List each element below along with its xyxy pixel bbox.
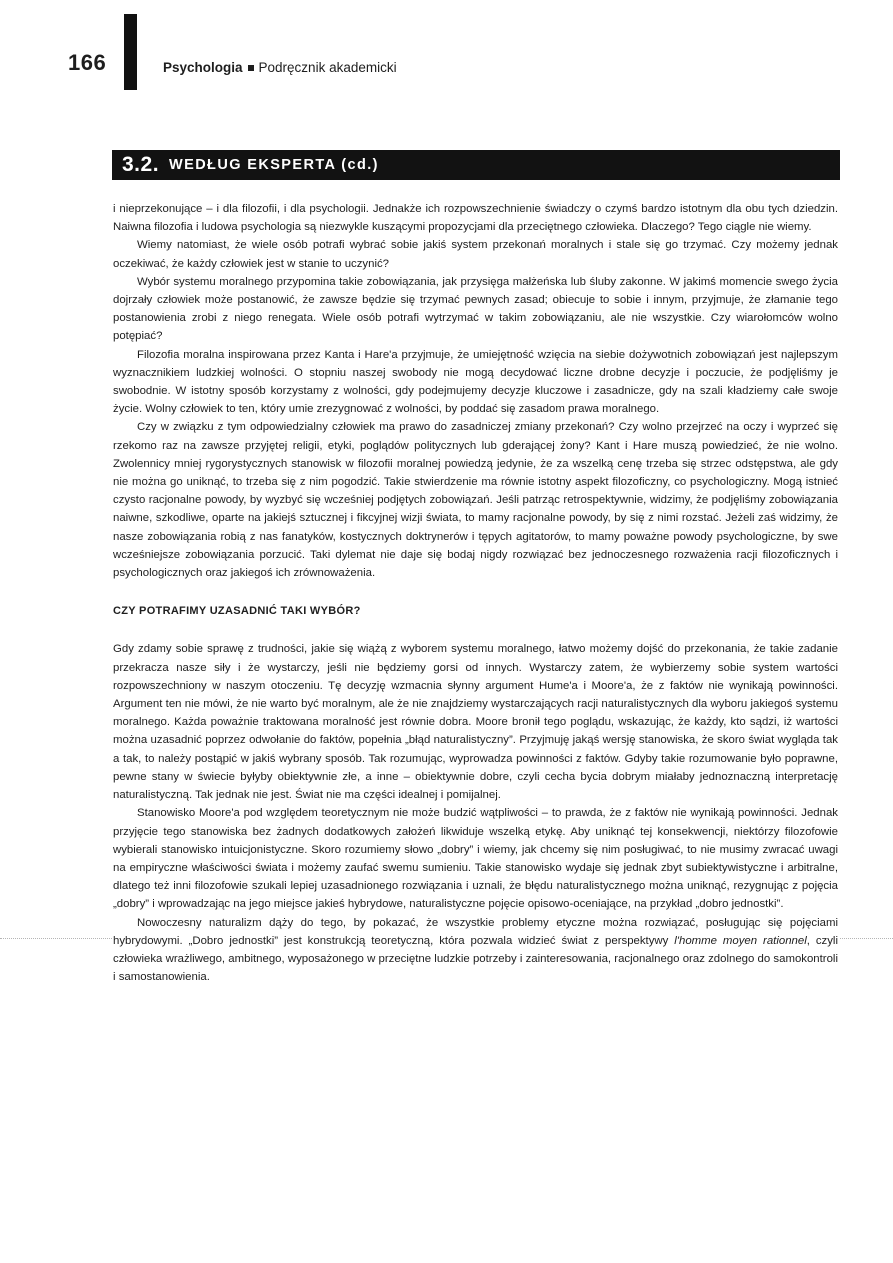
italic-phrase: l'homme moyen rationnel	[674, 934, 807, 947]
subheading: CZY POTRAFIMY UZASADNIĆ TAKI WYBÓR?	[113, 605, 361, 618]
paragraph: Wybór systemu moralnego przypomina takie zobowiązania, jak przysięga małżeńska lub śluby zakonne. W jakimś momencie swego życia dojrzały człowiek może postanowić, że zawsze będzie się trzymać pewnych zasad; obiecuje to sobie i innym, przyjmuje, że złamanie tego postanowienia zrobi z niego renegata. Wiele osób potrafi wytrzymać w takim zobowiązaniu, ale nie wszystkie. Czy wiarołomców wolno potępiać?	[113, 275, 838, 343]
book-subtitle: Podręcznik akademicki	[258, 60, 397, 75]
paragraph: Filozofia moralna inspirowana przez Kanta i Hare'a przyjmuje, że umiejętność wzięcia na siebie dożywotnich zobowiązań jest najlepszym wyznacznikiem ludzkiej wolności. O stopniu naszej swobody nie mogą decydować liczne drobne decyzje i poczucie, że podjęliśmy je swobodnie. W istotny sposób korzystamy z wolności, gdy podejmujemy decyzje kluczowe i zasadnicze, gdy na szali kładziemy całe swoje życie. Wolny człowiek to ten, który umie zrezygnować z wolności, by poddać się zasadom prawa moralnego.	[113, 348, 838, 416]
body-text	[113, 200, 838, 986]
paragraph-text: , czyli człowieka wrażliwego, ambitnego, wyposażonego w przeciętne ludzkie potrzeby i zainteresowania, racjonalnego oraz zdolnego do samokontroli i samostanowienia.	[113, 934, 838, 984]
paragraph-final	[113, 914, 838, 987]
header-divider-bar	[124, 14, 137, 90]
section-banner	[112, 150, 840, 180]
paragraph: Wiemy natomiast, że wiele osób potrafi wybrać sobie jakiś system przekonań moralnych i stale się go trzymać. Czy możemy jednak oczekiwać, że każdy człowiek jest w stanie to uczynić?	[113, 239, 838, 270]
paragraph: i nieprzekonujące – i dla filozofii, i dla psychologii. Jednakże ich rozpowszechnienie świadczy o czymś bardzo istotnym dla obu tych dziedzin. Naiwna filozofia i ludowa psychologia są niezwykle kuszącymi propozycjami dla przeciętnego człowieka. Dlaczego? Tego ciągle nie wiemy.	[113, 203, 838, 234]
paragraph: Stanowisko Moore'a pod względem teoretycznym nie może budzić wątpliwości – to prawda, że z faktów nie wynikają powinności. Jednak przyjęcie tego stanowiska bez żadnych dodatkowych założeń likwiduje wszelką etykę. Aby uniknąć tej konsekwencji, niektórzy filozofowie wybierali stanowisko intuicjonistyczne. Skoro rozumiemy słowo „dobry” i wiemy, jak chcemy się nim posługiwać, to nie musimy zwracać uwagi na empiryczne właściwości świata i możemy zaufać swemu sumieniu. Takie stanowisko wydaje się jednak zbyt subiektywistyczne i arbitralne, dlatego też inni filozofowie szukali lepiej uzasadnionego rozwiązania i uznali, że błędu naturalistycznego można uniknąć, rezygnując z pojęcia „dobry” i wprowadzając na jego miejsce jakieś hybrydowe, naturalistyczne pojęcie opisowo-oceniające, na przykład „dobro jednostki”.	[113, 807, 838, 911]
square-bullet-icon	[248, 65, 254, 71]
section-title: WEDŁUG EKSPERTA (cd.)	[169, 157, 379, 173]
page-number: 166	[68, 50, 107, 75]
paragraph: Gdy zdamy sobie sprawę z trudności, jakie się wiążą z wyborem systemu moralnego, łatwo możemy dojść do przekonania, że takie zadanie przekracza nasze siły i że wystarczy, jeśli nie będziemy gorsi od innych. Wystarczy zatem, że wybierzemy sobie system wartości rozpowszechniony w naszym otoczeniu. Tę decyzję wzmacnia słynny argument Hume'a i Moore'a, że z faktów nie wynikają powinności. Argument ten nie mówi, że nie warto być moralnym, ale że nie znajdziemy wystarczających racji naturalistycznych dla wyboru jakiegoś systemu moralnego. Każda poważnie traktowana moralność jest równie dobra. Moore bronił tego poglądu, wskazując, że każdy, kto sądzi, iż wartości można uzasadnić poprzez odwołanie do faktów, popełnia „błąd naturalistyczny”. Przyjmuję jakąś wersję stanowiska, że skoro świat wygląda tak a tak, to należy postąpić w jakiś wybrany sposób. Tak rozumując, wyprowadza powinności z faktów. Gdyby takie rozumowanie było poprawne, pewne stany w świecie byłyby obiektywnie złe, a inne – obiektywnie dobre, czyli cecha bycia dobrym miałaby jednoznaczną interpretację naturalistyczną. Tak jednak nie jest. Świat nie ma części idealnej i pomijalnej.	[113, 643, 838, 802]
page-header	[0, 0, 893, 110]
scan-artifact-line	[840, 938, 893, 939]
paragraph-text: Nowoczesny naturalizm dąży do tego, by pokazać, że wszystkie problemy etyczne można rozwiązać, posługując się pojęciami hybrydowymi. „Dobro jednostki” jest konstrukcją teoretyczną, która pozwala widzieć świat z perspektywy	[113, 916, 838, 947]
running-title	[163, 60, 397, 75]
section-number: 3.2.	[122, 153, 160, 176]
paragraph: Czy w związku z tym odpowiedzialny człowiek ma prawo do zasadniczej zmiany przekonań? Czy wolno przejrzeć na oczy i wyprzeć się rzekomo raz na zawsze przyjętej religii, etyki, poglądów politycznych lub gderającej żony? Kant i Hare muszą powiedzieć, że nie wolno. Zwolennicy mniej rygorystycznych stanowisk w filozofii moralnej powiedzą jedynie, że za wszelką cenę trzeba się strzec odstępstwa, ale gdy nie można go uniknąć, to trzeba się z nim pogodzić. Takie stwierdzenie ma równie istotny aspekt filozoficzny, co psychologiczny. Mogą istnieć czysto racjonalne powody, by wyzbyć się wcześniej podjętych zobowiązań. Jeśli patrząc retrospektywnie, widzimy, że podjęliśmy zobowiązania naiwne, szkodliwe, oparte na jakiejś sztucznej i fikcyjnej wizji świata, to mamy racjonalne powody, by się z nimi rozstać. Jeżeli zaś widzimy, że nasze zobowiązania robią z nas fanatyków, kostycznych doktrynerów i tępych agitatorów, to mamy poważne powody psychologiczne, by swe wcześniejsze zobowiązania porzucić. Taki dylemat nie daje się bodaj nigdy rozwiązać bez jednoczesnego rozważenia racji filozoficznych i psychologicznych oraz jakiegoś ich zrównoważenia.	[113, 421, 838, 580]
scan-artifact-line	[0, 938, 112, 939]
book-title: Psychologia	[163, 60, 243, 75]
